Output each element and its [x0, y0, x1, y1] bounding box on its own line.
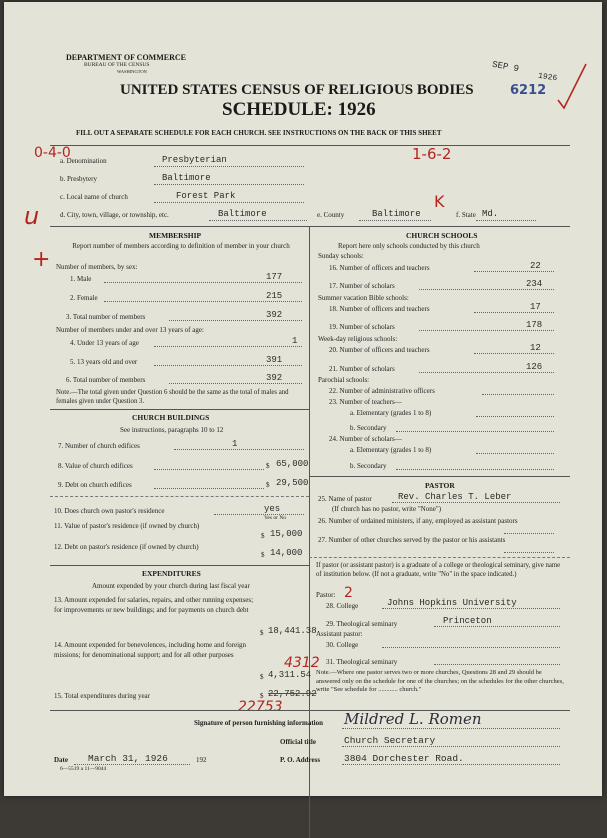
date-year-suffix: 192 [196, 756, 207, 764]
q20-value: 12 [530, 343, 541, 353]
q29-label: 29. Theological seminary [326, 620, 398, 628]
presbytery-label: b. Presbytery [60, 175, 97, 183]
signature-value: Mildred L. Romen [344, 710, 482, 728]
q28-label: 28. College [326, 602, 359, 610]
q9-value: 29,500 [276, 478, 309, 488]
washington-label: WASHINGTON [117, 69, 147, 74]
state-value: Md. [482, 209, 499, 219]
q25-hint: (If church has no pastor, write "None") [332, 505, 442, 513]
pastor-subheading: Pastor: [316, 591, 336, 599]
q13-label: 13. Amount expended for salaries, repairs, and other running expenses; for improvements or new buildings; and for payments on church debt [54, 596, 254, 614]
signature-label: Signature of person furnishing information [194, 719, 323, 727]
red-code-right: 1-6-2 [412, 145, 452, 163]
age-intro-label: Number of members under and over 13 years of age: [56, 326, 204, 334]
q27-label: 27. Number of other churches served by the pastor or his assistants [318, 536, 506, 544]
pastor-note: Note.—Where one pastor serves two or more churches, Questions 28 and 29 should be answered only on the schedule for one of the churches; on the schedules for the other churches, write "See schedule for ............ church." [316, 669, 564, 693]
q4-under13-label: 4. Under 13 years of age [70, 339, 139, 347]
q10-value: yes [264, 504, 281, 514]
form-title: UNITED STATES CENSUS OF RELIGIOUS BODIES [120, 82, 474, 98]
q24b-label: b. Secondary [350, 462, 387, 470]
q8-label: 8. Value of church edifices [58, 462, 133, 470]
q18-value: 17 [530, 302, 541, 312]
church-name-label: c. Local name of church [60, 193, 128, 201]
q15-label: 15. Total expenditures during year [54, 692, 150, 700]
q23a-label: a. Elementary (grades 1 to 8) [350, 409, 432, 417]
q11-label: 11. Value of pastor's residence (if owned by church) [54, 522, 200, 530]
q25-value: Rev. Charles T. Leber [398, 492, 512, 502]
q24a-label: a. Elementary (grades 1 to 8) [350, 446, 432, 454]
schools-intro: Report here only schools conducted by this church [338, 242, 480, 250]
red-code-top: 0-4-0 [34, 145, 71, 161]
presbytery-value: Baltimore [162, 173, 211, 183]
red-county-mark: K [434, 192, 445, 211]
q7-value: 1 [232, 439, 238, 449]
q28-value: Johns Hopkins University [387, 598, 517, 608]
q24-label: 24. Number of scholars— [329, 435, 402, 443]
department-label: DEPARTMENT OF COMMERCE [66, 53, 187, 62]
state-label: f. State [456, 211, 476, 219]
q12-label: 12. Debt on pastor's residence (if owned by church) [54, 543, 199, 551]
q7-label: 7. Number of church edifices [58, 442, 140, 450]
membership-note: Note.—The total given under Question 6 should be the same as the total of males and females given under Question 3. [56, 389, 289, 405]
q8-value: 65,000 [276, 459, 309, 469]
city-label: d. City, town, village, or township, etc. [60, 211, 169, 219]
q1-male-value: 177 [266, 272, 283, 282]
red-pastor-code: 2 [344, 585, 353, 601]
q18-label: 18. Number of officers and teachers [329, 305, 430, 313]
q2-female-label: 2. Female [70, 294, 98, 302]
q5-over13-label: 5. 13 years old and over [70, 358, 138, 366]
po-address-value: 3804 Dorchester Road. [344, 753, 464, 764]
county-label: e. County [317, 211, 345, 219]
received-stamp-year: 1926 [537, 71, 558, 84]
q19-value: 178 [526, 320, 543, 330]
q11-value: 15,000 [270, 529, 303, 539]
q15-value: 22,752.92 [268, 689, 317, 699]
q23b-label: b. Secondary [350, 424, 387, 432]
date-label: Date [54, 756, 68, 764]
q21-value: 126 [526, 362, 543, 372]
q6-total-value: 392 [266, 373, 283, 383]
red-margin-plus: + [32, 247, 51, 272]
q23-label: 23. Number of teachers— [329, 398, 402, 406]
expenditures-title: EXPENDITURES [142, 569, 201, 578]
q1-male-label: 1. Male [70, 275, 92, 283]
q25-label: 25. Name of pastor [318, 495, 372, 503]
denomination-label: a. Denomination [60, 157, 107, 165]
q21-label: 21. Number of scholars [329, 365, 395, 373]
q9-label: 9. Debt on church edifices [58, 481, 132, 489]
weekday-schools-label: Week-day religious schools: [318, 335, 398, 343]
q10-label: 10. Does church own pastor's residence [54, 507, 165, 515]
po-address-label: P. O. Address [280, 756, 321, 764]
red-margin-u: u [24, 202, 40, 230]
q13-value: 18,441.38 [268, 626, 317, 636]
serial-number: 6212 [510, 83, 547, 98]
q5-over13-value: 391 [266, 355, 283, 365]
q3-total-value: 392 [266, 310, 283, 320]
q4-under13-value: 1 [292, 336, 298, 346]
schedule-title: SCHEDULE: 1926 [222, 99, 376, 120]
membership-title: MEMBERSHIP [149, 231, 202, 240]
red-benevolence-correction: 4312 [284, 655, 320, 671]
q12-value: 14,000 [270, 548, 303, 558]
membership-intro: Report number of members according to definition of member in your church [72, 242, 290, 250]
parochial-schools-label: Parochial schools: [318, 376, 370, 384]
q2-female-value: 215 [266, 291, 283, 301]
official-title-label: Official title [280, 738, 316, 746]
red-total-correction: 22753 [238, 699, 283, 715]
q20-label: 20. Number of officers and teachers [329, 346, 430, 354]
census-schedule-page: DEPARTMENT OF COMMERCE BUREAU OF THE CENSUS WASHINGTON UNITED STATES CENSUS OF RELIGIOUS BODIES SCHEDULE: 1926 FILL OUT A SEPARATE SCHEDULE FOR EACH CHURCH. SEE INSTRUCTIONS ON THE BACK OF THIS SHEET SEP 9 1926 6212 0-4-0 u + 1-6-2 a. Denomination Presbyterian b. Presbytery Baltimore c. Local name of church Forest Park d. City, town, village, or township, etc. Baltimore e. County Baltimore f. State Md. K MEMBERSHIP Report number of members according to definition of member in your church Number of members, by sex: 1. Male 177 2. Female 215 3. Total number of members 392 Number of members under and over 13 years of age: 4. Under 13 years of age 1 5. 13 years old and over 391 6. Total number of members 392 Note.—The total given under Question 6 should be the same as the total of males and females given under Question 3. CHURCH BUILDINGS See instructions, paragraphs 10 to 12 7. Number of church edifices 1 8. Value of church edifices $ 65,000 9. Debt on church edifices $ 29,500 10. Does church own pastor's residence yes Yes or No 11. Value of pastor's residence (if owned by church) $ 15,000 12. Debt on pastor's residence (if owned by church) $ 14,000 EXPENDITURES Amount expended by your church during last fiscal year 13. Amount expended for salaries, repairs, and other running expenses; for improvements or new buildings; and for payments on church debt $ 18,441.38 14. Amount expended for benevolences, including home and foreign missions; for denominational support; and for all other purposes $ 4,311.54 4312 15. Total expenditures during year $ 22,752.92 22753 CHURCH SCHOOLS Report here only schools conducted by this church Sunday schools: 16. Number of officers and teachers 22 17. Number of scholars 234 Summer vacation Bible schools: 18. Number of officers and teachers 17 19. Number of scholars 178 Week-day religious schools: 20. Number of officers and teachers 12 21. Number of scholars 126 Parochial schools: 22. Number of administrative officers 23. Number of teachers— a. Elementary (grades 1 to 8) b. Secondary 24. Number of scholars— a. Elementary (grades 1 to 8) b. Secondary PASTOR 25. Name of pastor Rev. Charles T. Leber (If church has no pastor, write "None") 26. Number of ordained ministers, if any, employed as assistant pastors 27. Number of other churches served by the pastor or his assistants If pastor (or assistant pastor) is a graduate of a college or theological seminary, give name of institution below. (If not a graduate, write "No" in the space indicated.) Pastor: 2 28. College Johns Hopkins University 29. Theological seminary Princeton Assistant pastor: 30. College 31. Theological seminary Note.—Where one pastor serves two or more churches, Questions 28 and 29 should be answered only on the schedule for one of the churches; on the schedules for the other churches, write "See schedule for ............ church." Signature of person furnishing information Mildred L. Romen Official title Church Secretary Date March 31, 1926 192 P. O. Address 3804 Dorchester Road. 6—5519 a 11—9044 [4, 2, 602, 796]
sunday-schools-label: Sunday schools: [318, 252, 364, 260]
red-check-mark [552, 60, 592, 112]
buildings-subtitle: See instructions, paragraphs 10 to 12 [120, 426, 224, 434]
date-value: March 31, 1926 [88, 753, 168, 764]
q22-label: 22. Number of administrative officers [329, 387, 435, 395]
schools-title: CHURCH SCHOOLS [406, 231, 478, 240]
q19-label: 19. Number of scholars [329, 323, 395, 331]
received-stamp-date: SEP 9 [491, 59, 520, 75]
q29-value: Princeton [443, 616, 492, 626]
county-value: Baltimore [372, 209, 421, 219]
bureau-label: BUREAU OF THE CENSUS [84, 62, 150, 68]
q17-value: 234 [526, 279, 543, 289]
members-by-sex-label: Number of members, by sex: [56, 263, 138, 271]
city-value: Baltimore [218, 209, 267, 219]
pastor-title: PASTOR [425, 481, 455, 490]
q14-label: 14. Amount expended for benevolences, including home and foreign missions; for denominational support; and for all other purposes [54, 641, 247, 659]
denomination-value: Presbyterian [162, 155, 227, 165]
graduate-note: If pastor (or assistant pastor) is a graduate of a college or theological seminary, give name of institution below. (If not a graduate, write "No" in the space indicated.) [316, 562, 561, 578]
instructions-line: FILL OUT A SEPARATE SCHEDULE FOR EACH CHURCH. SEE INSTRUCTIONS ON THE BACK OF THIS SHEET [76, 129, 442, 137]
form-code: 6—5519 a 11—9044 [60, 766, 107, 772]
official-title-value: Church Secretary [344, 735, 436, 746]
summer-schools-label: Summer vacation Bible schools: [318, 294, 409, 302]
q14-value: 4,311.54 [268, 670, 312, 680]
expenditures-subtitle: Amount expended by your church during last fiscal year [92, 582, 250, 590]
assistant-pastor-subheading: Assistant pastor: [316, 630, 363, 638]
yes-no-hint: Yes or No [264, 515, 287, 521]
q31-label: 31. Theological seminary [326, 658, 398, 666]
q30-label: 30. College [326, 641, 359, 649]
buildings-title: CHURCH BUILDINGS [132, 413, 210, 422]
q6-total-label: 6. Total number of members [66, 376, 146, 384]
q17-label: 17. Number of scholars [329, 282, 395, 290]
church-name-value: Forest Park [176, 191, 236, 201]
q3-total-label: 3. Total number of members [66, 313, 146, 321]
q26-label: 26. Number of ordained ministers, if any, employed as assistant pastors [318, 517, 518, 525]
q16-label: 16. Number of officers and teachers [329, 264, 430, 272]
q16-value: 22 [530, 261, 541, 271]
